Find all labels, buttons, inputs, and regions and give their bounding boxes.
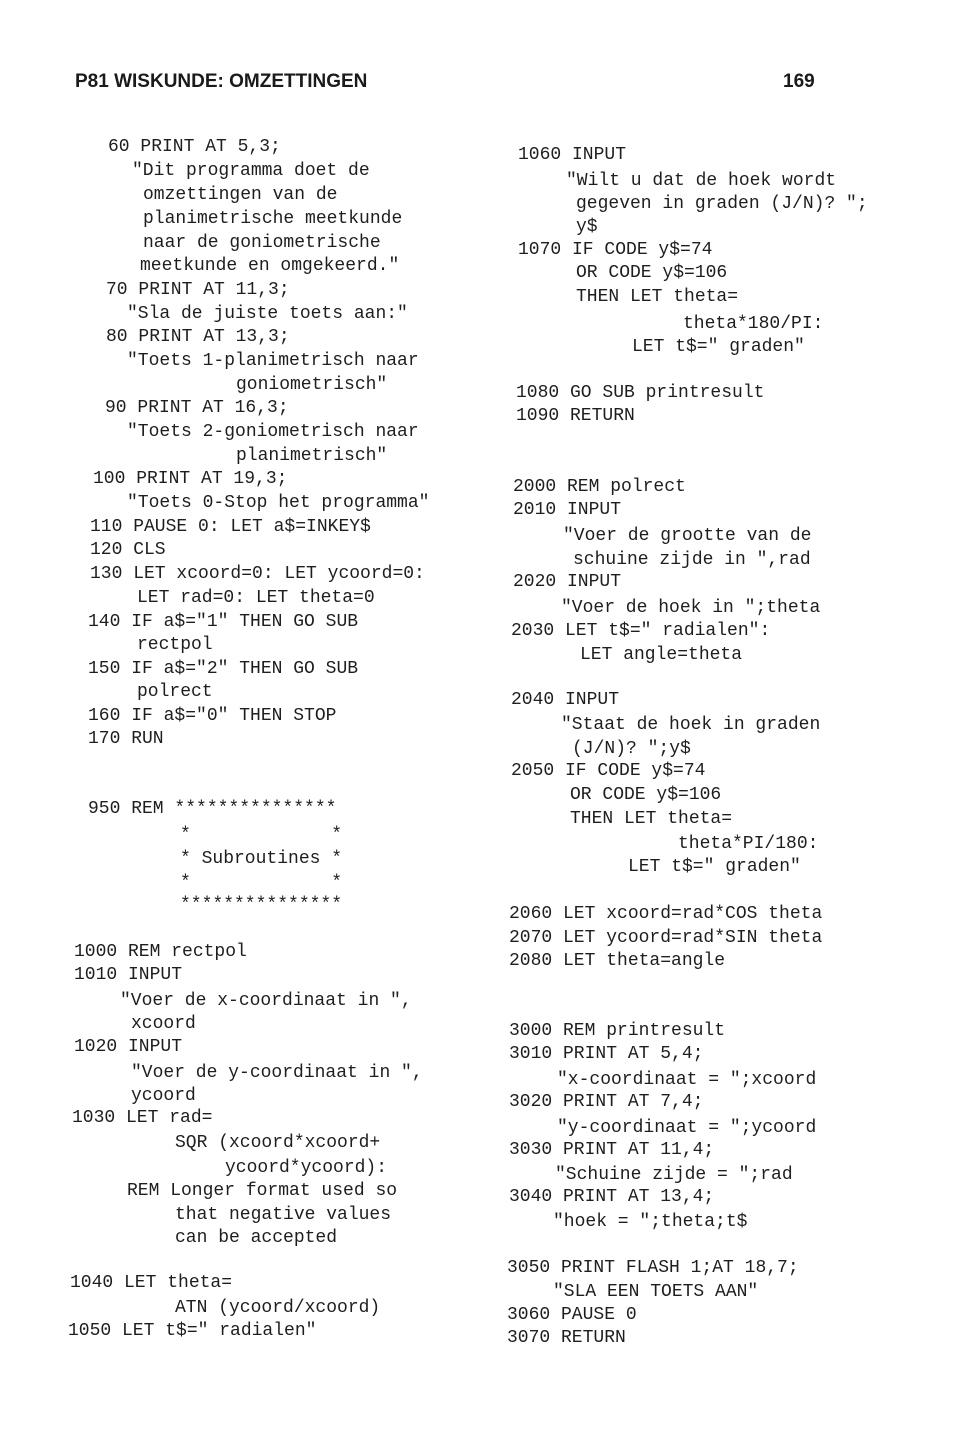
code-line: 1080 GO SUB printresult [516, 383, 765, 403]
running-title: P81 WISKUNDE: OMZETTINGEN [75, 71, 368, 92]
code-line: 1010 INPUT [74, 965, 183, 985]
code-line: "x-coordinaat = ";xcoord [557, 1070, 817, 1090]
code-line: LET rad=0: LET theta=0 [137, 588, 375, 608]
code-line: SQR (xcoord*xcoord+ [175, 1133, 381, 1153]
code-line: 3030 PRINT AT 11,4; [509, 1140, 715, 1160]
code-line: "Toets 1-planimetrisch naar [127, 351, 419, 371]
code-line: 1040 LET theta= [70, 1273, 233, 1293]
code-line: 1000 REM rectpol [74, 942, 247, 962]
code-line: "Voer de hoek in ";theta [561, 598, 821, 618]
code-line: can be accepted [175, 1228, 338, 1248]
code-line: 170 RUN [88, 729, 164, 749]
code-line: omzettingen van de [143, 185, 338, 205]
code-line: "Voer de y-coordinaat in ", [131, 1063, 423, 1083]
code-line: "Staat de hoek in graden [561, 715, 821, 735]
code-line: theta*PI/180: [678, 834, 819, 854]
code-line: 2070 LET ycoord=rad*SIN theta [509, 928, 823, 948]
code-line: "Dit programma doet de [132, 161, 370, 181]
code-line: 950 REM *************** [88, 799, 337, 819]
code-line: meetkunde en omgekeerd." [140, 256, 400, 276]
code-line: LET t$=" graden" [632, 337, 805, 357]
code-line: goniometrisch" [236, 375, 388, 395]
code-line: "Wilt u dat de hoek wordt [566, 171, 837, 191]
code-line: 3010 PRINT AT 5,4; [509, 1044, 704, 1064]
code-line: LET angle=theta [580, 645, 743, 665]
code-line: 100 PRINT AT 19,3; [93, 469, 288, 489]
code-line: 2000 REM polrect [513, 477, 686, 497]
code-line: 3070 RETURN [507, 1328, 626, 1348]
code-line: 2020 INPUT [513, 572, 622, 592]
code-line: ycoord*ycoord): [225, 1158, 388, 1178]
code-line: THEN LET theta= [576, 287, 739, 307]
code-line: * Subroutines * [180, 849, 343, 869]
code-line: ycoord [131, 1086, 196, 1106]
code-line: LET t$=" graden" [628, 857, 801, 877]
code-line: xcoord [131, 1014, 196, 1034]
code-line: * * [180, 873, 343, 893]
code-line: 60 PRINT AT 5,3; [108, 137, 281, 157]
code-line: planimetrisch" [236, 446, 388, 466]
code-line: 1070 IF CODE y$=74 [518, 240, 713, 260]
code-line: naar de goniometrische [143, 233, 381, 253]
code-line: OR CODE y$=106 [576, 263, 728, 283]
code-line: that negative values [175, 1205, 392, 1225]
page-header [0, 0, 970, 110]
code-line: 140 IF a$="1" THEN GO SUB [88, 612, 359, 632]
code-line: 80 PRINT AT 13,3; [106, 327, 290, 347]
code-line: "Toets 2-goniometrisch naar [127, 422, 419, 442]
code-line: 2030 LET t$=" radialen": [511, 621, 771, 641]
code-line: (J/N)? ";y$ [572, 739, 691, 759]
code-line: 2010 INPUT [513, 500, 622, 520]
code-line: 2050 IF CODE y$=74 [511, 761, 706, 781]
code-line: schuine zijde in ",rad [573, 550, 811, 570]
code-line: polrect [137, 682, 213, 702]
code-line: 3020 PRINT AT 7,4; [509, 1092, 704, 1112]
code-line: "hoek = ";theta;t$ [553, 1212, 748, 1232]
code-line: 1030 LET rad= [72, 1108, 213, 1128]
code-line: OR CODE y$=106 [570, 785, 722, 805]
code-line: 2040 INPUT [511, 690, 620, 710]
code-line: theta*180/PI: [683, 314, 824, 334]
code-line: "Voer de grootte van de [563, 526, 812, 546]
code-line: "y-coordinaat = ";ycoord [557, 1118, 817, 1138]
code-line: planimetrische meetkunde [143, 209, 403, 229]
code-line: 1020 INPUT [74, 1037, 183, 1057]
code-line: "SLA EEN TOETS AAN" [553, 1282, 759, 1302]
code-line: 150 IF a$="2" THEN GO SUB [88, 659, 359, 679]
code-line: gegeven in graden (J/N)? "; [576, 194, 868, 214]
page-number: 169 [783, 71, 815, 92]
code-line: THEN LET theta= [570, 809, 733, 829]
code-line: 70 PRINT AT 11,3; [106, 280, 290, 300]
code-line: REM Longer format used so [127, 1181, 398, 1201]
code-line: * * [180, 825, 343, 845]
code-line: ATN (ycoord/xcoord) [175, 1298, 381, 1318]
code-line: 3040 PRINT AT 13,4; [509, 1187, 715, 1207]
code-line: 2060 LET xcoord=rad*COS theta [509, 904, 823, 924]
code-line: 1090 RETURN [516, 406, 635, 426]
code-line: 160 IF a$="0" THEN STOP [88, 706, 337, 726]
code-line: "Toets 0-Stop het programma" [127, 493, 430, 513]
code-line: *************** [180, 895, 343, 915]
code-line: "Schuine zijde = ";rad [555, 1165, 793, 1185]
code-line: 3000 REM printresult [509, 1021, 726, 1041]
code-line: "Voer de x-coordinaat in ", [120, 991, 412, 1011]
code-line: 1050 LET t$=" radialen" [68, 1321, 317, 1341]
code-line: "Sla de juiste toets aan:" [127, 304, 408, 324]
code-line: 90 PRINT AT 16,3; [105, 398, 289, 418]
code-line: 130 LET xcoord=0: LET ycoord=0: [90, 564, 425, 584]
code-line: 3060 PAUSE 0 [507, 1305, 637, 1325]
code-line: 1060 INPUT [518, 145, 627, 165]
code-line: rectpol [137, 635, 213, 655]
code-line: 110 PAUSE 0: LET a$=INKEY$ [90, 517, 371, 537]
code-line: 3050 PRINT FLASH 1;AT 18,7; [507, 1258, 799, 1278]
code-line: y$ [576, 217, 598, 237]
code-line: 120 CLS [90, 540, 166, 560]
code-line: 2080 LET theta=angle [509, 951, 726, 971]
